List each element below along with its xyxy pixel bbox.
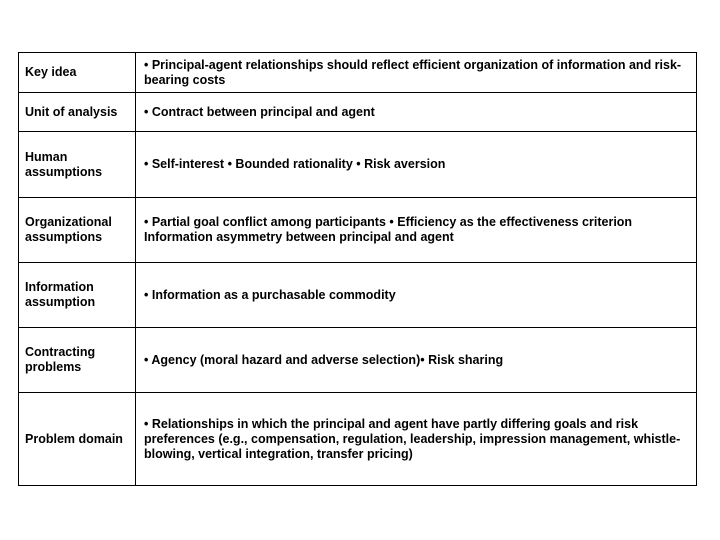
row-value: • Self-interest • Bounded rationality • Risk aversion [136, 132, 697, 198]
row-label: Information assumption [19, 263, 136, 328]
table-row-organizational-assumptions [19, 198, 697, 263]
row-label: Contracting problems [19, 328, 136, 393]
row-label: Unit of analysis [19, 93, 136, 132]
agency-theory-table [18, 52, 697, 486]
row-label: Problem domain [19, 393, 136, 486]
table-row-key-idea [19, 53, 697, 93]
row-label: Human assumptions [19, 132, 136, 198]
row-value: • Information as a purchasable commodity [136, 263, 697, 328]
row-value: • Principal-agent relationships should reflect efficient organization of information and risk-bearing costs [136, 53, 697, 93]
row-label: Organizational assumptions [19, 198, 136, 263]
table-row-contracting-problems [19, 328, 697, 393]
table-row-problem-domain [19, 393, 697, 486]
row-label: Key idea [19, 53, 136, 93]
row-value: • Agency (moral hazard and adverse selection)• Risk sharing [136, 328, 697, 393]
table-row-unit-of-analysis [19, 93, 697, 132]
row-value: • Partial goal conflict among participants • Efficiency as the effectiveness criterion Information asymmetry between principal and agent [136, 198, 697, 263]
table-row-human-assumptions [19, 132, 697, 198]
table-row-information-assumption [19, 263, 697, 328]
row-value: • Contract between principal and agent [136, 93, 697, 132]
row-value: • Relationships in which the principal and agent have partly differing goals and risk preferences (e.g., compensation, regulation, leadership, impression management, whistle-blowing, vertical integration, transfer pricing) [136, 393, 697, 486]
